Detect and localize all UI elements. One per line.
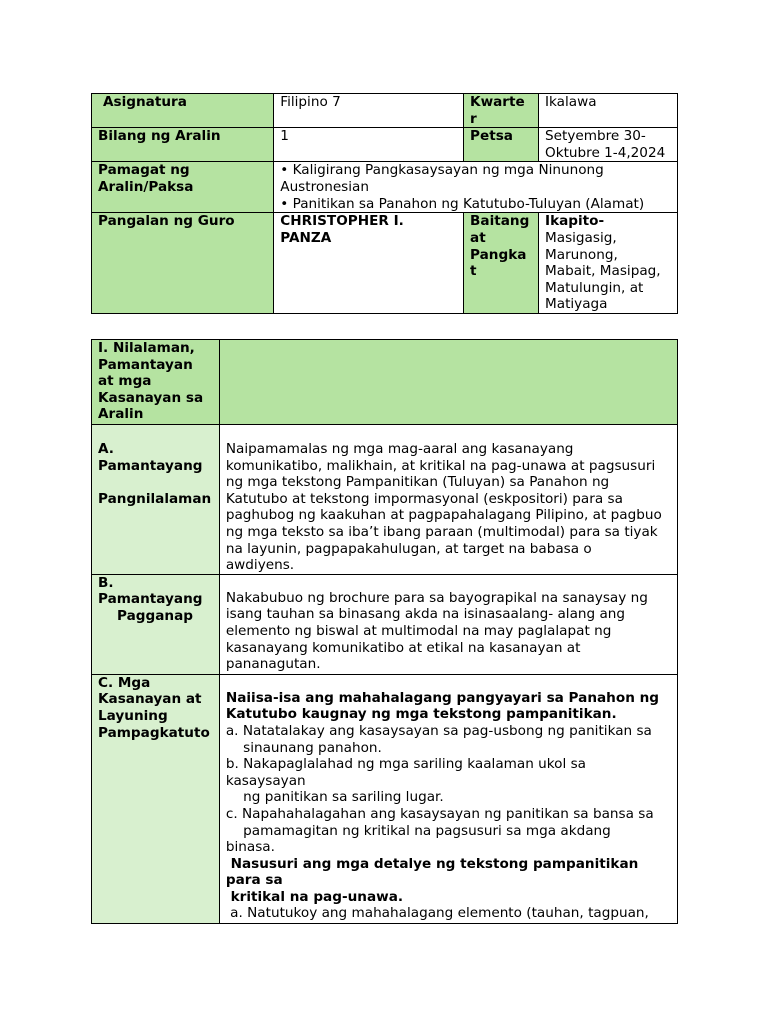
pamagat-label: Pamagat ng — [98, 162, 190, 179]
c-text-line: ng panitikan sa sariling lugar. — [225, 789, 444, 806]
petsa-value-cell — [539, 128, 678, 162]
asignatura-label-cell — [92, 94, 274, 128]
baitang-label-cont-1: at — [470, 229, 486, 246]
c-text-line: Katutubo kaugnay ng mga tekstong pampanitikan. — [225, 706, 617, 723]
baitang-value-5: Matiyaga — [545, 296, 608, 313]
b-label-1: Pamantayang — [98, 591, 203, 608]
petsa-label: Petsa — [464, 128, 539, 162]
pamantayang-pangnilalaman-text — [219, 425, 677, 575]
baitang-value-2: Marunong, — [545, 246, 618, 263]
c-text-line: pamamagitan ng kritikal na pagsusuri sa mga akdang — [225, 822, 611, 839]
guro-value: CHRISTOPHER I. — [280, 213, 404, 230]
guro-value-cont: PANZA — [280, 229, 332, 246]
lesson-info-table — [91, 93, 678, 314]
section-header-1: I. Nilalaman, — [98, 340, 195, 356]
c-text-line: b. Nakapaglalahad ng mga sariling kaalaman ukol sa — [225, 756, 586, 773]
a-text-line: ng mga tekstong Pampanitikan (Tuluyan) sa Panahon ng — [225, 474, 610, 491]
a-text-line: komunikatibo, malikhain, at kritikal na pag-unawa at pagsusuri — [225, 457, 656, 474]
a-text-line: ng mga teksto sa iba’t ibang paraan (multimodal) para sa tiyak — [225, 523, 658, 540]
pamagat-label-cell — [92, 162, 274, 213]
kwarter-value: Ikalawa — [539, 94, 678, 128]
c-label-1: C. Mga — [98, 674, 151, 691]
c-text-line: para sa — [225, 872, 283, 889]
baitang-value-3: Mabait, Masipag, — [545, 263, 661, 280]
pamagat-label-cont: Aralin/Paksa — [98, 178, 194, 195]
b-label-letter: B. — [98, 574, 114, 591]
asignatura-value: Filipino 7 — [274, 94, 464, 128]
bilang-value: 1 — [274, 128, 464, 162]
baitang-value-title: Ikapito- — [545, 213, 605, 230]
pamagat-item-1: • Kaligirang Pangkasaysayan ng mga Ninunong — [280, 162, 604, 179]
c-label-3: Layuning — [98, 707, 168, 724]
petsa-value-cont: Oktubre 1-4,2024 — [545, 144, 666, 161]
a-text-line: awdiyens. — [225, 557, 295, 574]
a-text-line: Naipamamalas ng mga mag-aaral ang kasanayang — [225, 441, 574, 457]
baitang-value-4: Matulungin, at — [545, 279, 644, 296]
section-header-2: Pamantayan — [98, 356, 193, 373]
pamantayang-pagganap-label-cell — [92, 574, 220, 674]
kwarter-label-cell — [464, 94, 539, 128]
section-header-3: at mga — [98, 373, 152, 390]
pamantayang-pagganap-text — [219, 574, 677, 674]
section-header-cell — [92, 340, 220, 425]
c-label-4: Pampagkatuto — [98, 724, 210, 741]
baitang-label-cell — [464, 213, 539, 314]
content-table — [91, 339, 678, 924]
a-text-line: na layunin, pagpapakahulugan, at target na babasa o — [225, 540, 592, 557]
baitang-label-cont-3: t — [470, 263, 477, 280]
bilang-label: Bilang ng Aralin — [92, 128, 274, 162]
b-text-line: pananagutan. — [225, 656, 321, 673]
kasanayan-text — [219, 674, 677, 923]
c-text-line: a. Natatalakay ang kasaysayan sa pag-usbong ng panitikan sa — [225, 722, 652, 739]
c-text-line: binasa. — [225, 839, 275, 856]
c-text-line: kasaysayan — [225, 772, 306, 789]
c-text-line: a. Natutukoy ang mahahalagang elemento (tauhan, tagpuan, — [225, 905, 649, 922]
b-text-line: isang tauhan sa binasang akda na isinasaalang- alang ang — [225, 606, 626, 623]
baitang-value-1: Masigasig, — [545, 229, 617, 246]
b-text-line: elemento ng biswal at multimodal na may paglalapat ng — [225, 622, 612, 639]
baitang-label: Baitang — [470, 213, 530, 230]
c-text-line: c. Napahahalagahan ang kasaysayan ng panitikan sa bansa sa — [225, 805, 654, 822]
guro-value-cell — [274, 213, 464, 314]
section-header-blank — [219, 340, 677, 425]
a-label-2: Pangnilalaman — [98, 490, 212, 507]
a-label-1: Pamantayang — [98, 457, 203, 474]
a-text-line: paghubog ng kaakuhan at pagpapahalagang Pilipino, at pagbuo — [225, 507, 662, 524]
c-text-line: sinaunang panahon. — [225, 739, 382, 756]
pamagat-item-1-cont: Austronesian — [280, 178, 369, 195]
c-text-line: Naiisa-isa ang mahahalagang pangyayari sa Panahon ng — [225, 689, 660, 706]
pamantayang-pangnilalaman-label-cell — [92, 425, 220, 575]
section-header-5: Aralin — [98, 406, 144, 423]
a-text-line: Katutubo at tekstong impormasyonal (eskpositori) para sa — [225, 490, 623, 507]
guro-label: Pangalan ng Guro — [92, 213, 274, 314]
pamagat-item-2: • Panitikan sa Panahon ng Katutubo-Tuluyan (Alamat) — [280, 195, 645, 212]
asignatura-label: Asignatura — [103, 94, 187, 110]
kwarter-label-cont: r — [470, 110, 477, 127]
petsa-value: Setyembre 30- — [545, 128, 646, 145]
kwarter-label: Kwarte — [470, 94, 525, 110]
b-label-2: Pagganap — [117, 607, 193, 624]
baitang-label-cont-2: Pangka — [470, 246, 527, 263]
kasanayan-label-cell — [92, 674, 220, 923]
section-header-4: Kasanayan sa — [98, 389, 204, 406]
c-text-line: kritikal na pag-unawa. — [225, 888, 404, 905]
baitang-value-cell — [539, 213, 678, 314]
b-text-line: kasanayang komunikatibo at etikal na kasanayan at — [225, 639, 581, 656]
b-text-line: Nakabubuo ng brochure para sa bayograpikal na sanaysay ng — [225, 589, 648, 606]
c-text-line: Nasusuri ang mga detalye ng tekstong pampanitikan — [225, 855, 639, 872]
c-label-2: Kasanayan at — [98, 691, 202, 708]
a-label-letter: A. — [98, 441, 114, 457]
pamagat-value-cell — [274, 162, 678, 213]
